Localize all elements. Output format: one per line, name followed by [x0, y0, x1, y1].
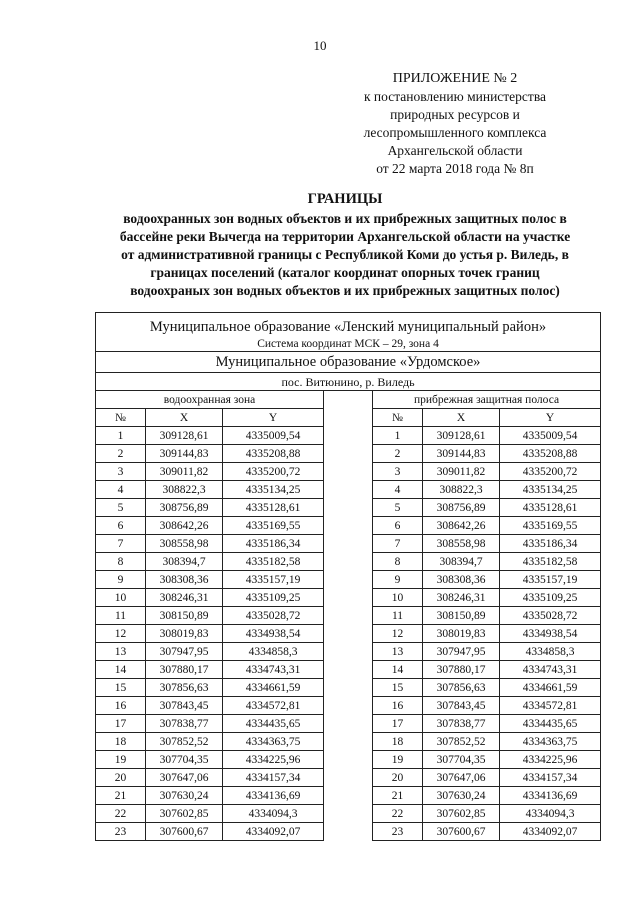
x-coordinate-cell: 307852,52: [423, 733, 500, 751]
point-number-cell: 5: [373, 499, 423, 517]
x-coordinate-cell: 308642,26: [423, 517, 500, 535]
point-number-cell: 15: [373, 679, 423, 697]
column-gap: [324, 607, 373, 625]
y-coordinate-cell: 4335169,55: [223, 517, 324, 535]
x-coordinate-cell: 307647,06: [423, 769, 500, 787]
col-y-header: Y: [223, 409, 324, 427]
column-gap: [324, 823, 373, 841]
column-gap: [324, 409, 373, 427]
column-gap: [324, 715, 373, 733]
column-gap: [324, 625, 373, 643]
y-coordinate-cell: 4334094,3: [500, 805, 601, 823]
point-number-cell: 22: [373, 805, 423, 823]
y-coordinate-cell: 4335109,25: [500, 589, 601, 607]
y-coordinate-cell: 4334225,96: [500, 751, 601, 769]
page-number: 10: [313, 38, 327, 53]
table-row: [96, 805, 601, 823]
y-coordinate-cell: 4335134,25: [223, 481, 324, 499]
y-coordinate-cell: 4335200,72: [223, 463, 324, 481]
y-coordinate-cell: 4334157,34: [223, 769, 324, 787]
point-number-cell: 18: [96, 733, 146, 751]
heading-line: бассейне реки Вычегда на территории Архангельской области на участке: [119, 229, 571, 244]
x-coordinate-cell: 308150,89: [146, 607, 223, 625]
y-coordinate-cell: 4334435,65: [223, 715, 324, 733]
point-number-cell: 21: [96, 787, 146, 805]
x-coordinate-cell: 307856,63: [423, 679, 500, 697]
table-row: [96, 589, 601, 607]
y-coordinate-cell: 4334858,3: [223, 643, 324, 661]
y-coordinate-cell: 4335182,58: [500, 553, 601, 571]
y-coordinate-cell: 4334858,3: [500, 643, 601, 661]
coordinates-table-wrapper: [95, 312, 600, 841]
y-coordinate-cell: 4334572,81: [500, 697, 601, 715]
y-coordinate-cell: 4335186,34: [500, 535, 601, 553]
col-no-header: №: [373, 409, 423, 427]
point-number-cell: 20: [373, 769, 423, 787]
appendix-title: ПРИЛОЖЕНИЕ № 2: [392, 71, 518, 86]
point-number-cell: 5: [96, 499, 146, 517]
x-coordinate-cell: 308558,98: [146, 535, 223, 553]
column-gap: [324, 463, 373, 481]
x-coordinate-cell: 309144,83: [423, 445, 500, 463]
x-coordinate-cell: 308642,26: [146, 517, 223, 535]
point-number-cell: 3: [96, 463, 146, 481]
column-gap: [324, 787, 373, 805]
table-row: [96, 787, 601, 805]
x-coordinate-cell: 308308,36: [146, 571, 223, 589]
x-coordinate-cell: 307852,52: [146, 733, 223, 751]
table-row: [96, 463, 601, 481]
point-number-cell: 22: [96, 805, 146, 823]
point-number-cell: 4: [373, 481, 423, 499]
point-number-cell: 18: [373, 733, 423, 751]
column-gap: [324, 643, 373, 661]
point-number-cell: 17: [373, 715, 423, 733]
y-coordinate-cell: 4335128,61: [500, 499, 601, 517]
x-coordinate-cell: 308019,83: [146, 625, 223, 643]
point-number-cell: 9: [373, 571, 423, 589]
appendix-line: к постановлению министерства: [363, 89, 547, 104]
y-coordinate-cell: 4335200,72: [500, 463, 601, 481]
column-gap: [324, 427, 373, 445]
table-row: [96, 517, 601, 535]
appendix-line: Архангельской области: [387, 143, 523, 158]
point-number-cell: 14: [96, 661, 146, 679]
table-row: [96, 679, 601, 697]
x-coordinate-cell: 307600,67: [423, 823, 500, 841]
x-coordinate-cell: 307838,77: [146, 715, 223, 733]
x-coordinate-cell: 307838,77: [423, 715, 500, 733]
y-coordinate-cell: 4334225,96: [223, 751, 324, 769]
point-number-cell: 15: [96, 679, 146, 697]
column-gap: [324, 733, 373, 751]
y-coordinate-cell: 4335157,19: [500, 571, 601, 589]
column-gap: [324, 589, 373, 607]
x-coordinate-cell: 308756,89: [423, 499, 500, 517]
appendix-block: [330, 70, 580, 178]
point-number-cell: 19: [373, 751, 423, 769]
point-number-cell: 23: [96, 823, 146, 841]
y-coordinate-cell: 4334743,31: [500, 661, 601, 679]
point-number-cell: 10: [96, 589, 146, 607]
point-number-cell: 16: [96, 697, 146, 715]
point-number-cell: 20: [96, 769, 146, 787]
column-gap: [324, 679, 373, 697]
x-coordinate-cell: 309128,61: [423, 427, 500, 445]
y-coordinate-cell: 4334136,69: [223, 787, 324, 805]
x-coordinate-cell: 307880,17: [146, 661, 223, 679]
table-row: [96, 499, 601, 517]
y-coordinate-cell: 4334938,54: [500, 625, 601, 643]
x-coordinate-cell: 308394,7: [423, 553, 500, 571]
point-number-cell: 7: [373, 535, 423, 553]
x-coordinate-cell: 307647,06: [146, 769, 223, 787]
column-gap: [324, 553, 373, 571]
x-coordinate-cell: 307843,45: [423, 697, 500, 715]
point-number-cell: 6: [96, 517, 146, 535]
x-coordinate-cell: 308308,36: [423, 571, 500, 589]
table-row: [96, 571, 601, 589]
column-gap: [324, 571, 373, 589]
municipality-cell: Муниципальное образование «Ленский муниципальный район»: [96, 313, 601, 338]
y-coordinate-cell: 4334661,59: [223, 679, 324, 697]
table-row: [96, 427, 601, 445]
x-coordinate-cell: 309128,61: [146, 427, 223, 445]
x-coordinate-cell: 308246,31: [146, 589, 223, 607]
point-number-cell: 2: [373, 445, 423, 463]
appendix-line: природных ресурсов и: [390, 107, 520, 122]
heading-line: водоохранных зон водных объектов и их прибрежных защитных полос в: [123, 211, 567, 226]
y-coordinate-cell: 4335182,58: [223, 553, 324, 571]
y-coordinate-cell: 4334743,31: [223, 661, 324, 679]
y-coordinate-cell: 4334092,07: [223, 823, 324, 841]
y-coordinate-cell: 4334136,69: [500, 787, 601, 805]
point-number-cell: 2: [96, 445, 146, 463]
y-coordinate-cell: 4335134,25: [500, 481, 601, 499]
column-gap: [324, 499, 373, 517]
x-coordinate-cell: 308246,31: [423, 589, 500, 607]
y-coordinate-cell: 4335157,19: [223, 571, 324, 589]
col-x-header: X: [146, 409, 223, 427]
table-row: [96, 643, 601, 661]
document-heading: [90, 190, 600, 300]
x-coordinate-cell: 307602,85: [146, 805, 223, 823]
table-row: [96, 751, 601, 769]
table-row: [96, 607, 601, 625]
x-coordinate-cell: 307843,45: [146, 697, 223, 715]
y-coordinate-cell: 4334092,07: [500, 823, 601, 841]
heading-line: водоохраных зон водных объектов и их прибрежных защитных полос): [130, 283, 560, 298]
y-coordinate-cell: 4335028,72: [223, 607, 324, 625]
x-coordinate-cell: 308558,98: [423, 535, 500, 553]
heading-main: ГРАНИЦЫ: [307, 191, 383, 207]
point-number-cell: 4: [96, 481, 146, 499]
column-gap: [324, 751, 373, 769]
point-number-cell: 13: [96, 643, 146, 661]
table-row: [96, 697, 601, 715]
table-row: [96, 625, 601, 643]
y-coordinate-cell: 4335128,61: [223, 499, 324, 517]
y-coordinate-cell: 4335186,34: [223, 535, 324, 553]
water-zone-header: водоохранная зона: [96, 391, 324, 409]
point-number-cell: 16: [373, 697, 423, 715]
x-coordinate-cell: 307947,95: [146, 643, 223, 661]
coastal-strip-header: прибрежная защитная полоса: [373, 391, 601, 409]
x-coordinate-cell: 307630,24: [423, 787, 500, 805]
point-number-cell: 11: [373, 607, 423, 625]
column-gap: [324, 805, 373, 823]
x-coordinate-cell: 309144,83: [146, 445, 223, 463]
column-gap: [324, 535, 373, 553]
settlement-cell: Муниципальное образование «Урдомское»: [96, 352, 601, 373]
col-no-header: №: [96, 409, 146, 427]
y-coordinate-cell: 4334572,81: [223, 697, 324, 715]
col-x-header: X: [423, 409, 500, 427]
x-coordinate-cell: 308150,89: [423, 607, 500, 625]
point-number-cell: 6: [373, 517, 423, 535]
y-coordinate-cell: 4334938,54: [223, 625, 324, 643]
point-number-cell: 12: [96, 625, 146, 643]
point-number-cell: 11: [96, 607, 146, 625]
table-row: [96, 661, 601, 679]
appendix-line: от 22 марта 2018 года № 8п: [376, 161, 534, 176]
y-coordinate-cell: 4334363,75: [223, 733, 324, 751]
x-coordinate-cell: 308822,3: [146, 481, 223, 499]
x-coordinate-cell: 308019,83: [423, 625, 500, 643]
x-coordinate-cell: 307630,24: [146, 787, 223, 805]
column-gap: [324, 517, 373, 535]
coordinates-table: [95, 312, 601, 841]
heading-line: от административной границы с Республикой Коми до устья р. Виледь, в: [121, 247, 569, 262]
point-number-cell: 23: [373, 823, 423, 841]
column-gap: [324, 391, 373, 409]
point-number-cell: 1: [96, 427, 146, 445]
column-gap: [324, 769, 373, 787]
table-row: [96, 823, 601, 841]
column-gap: [324, 481, 373, 499]
table-row: [96, 445, 601, 463]
x-coordinate-cell: 309011,82: [146, 463, 223, 481]
y-coordinate-cell: 4335169,55: [500, 517, 601, 535]
table-row: [96, 769, 601, 787]
heading-line: границах поселений (каталог координат опорных точек границ: [150, 265, 540, 280]
table-row: [96, 535, 601, 553]
y-coordinate-cell: 4334094,3: [223, 805, 324, 823]
y-coordinate-cell: 4334435,65: [500, 715, 601, 733]
column-gap: [324, 661, 373, 679]
y-coordinate-cell: 4335009,54: [500, 427, 601, 445]
column-gap: [324, 697, 373, 715]
y-coordinate-cell: 4335028,72: [500, 607, 601, 625]
y-coordinate-cell: 4335208,88: [500, 445, 601, 463]
table-row: [96, 553, 601, 571]
x-coordinate-cell: 307880,17: [423, 661, 500, 679]
x-coordinate-cell: 307856,63: [146, 679, 223, 697]
point-number-cell: 7: [96, 535, 146, 553]
x-coordinate-cell: 307704,35: [146, 751, 223, 769]
column-gap: [324, 445, 373, 463]
point-number-cell: 8: [373, 553, 423, 571]
point-number-cell: 19: [96, 751, 146, 769]
point-number-cell: 1: [373, 427, 423, 445]
table-row: [96, 733, 601, 751]
coord-system-cell: Система координат МСК – 29, зона 4: [96, 337, 601, 352]
x-coordinate-cell: 308394,7: [146, 553, 223, 571]
x-coordinate-cell: 309011,82: [423, 463, 500, 481]
table-row: [96, 715, 601, 733]
point-number-cell: 12: [373, 625, 423, 643]
point-number-cell: 9: [96, 571, 146, 589]
x-coordinate-cell: 307704,35: [423, 751, 500, 769]
point-number-cell: 14: [373, 661, 423, 679]
y-coordinate-cell: 4335208,88: [223, 445, 324, 463]
point-number-cell: 21: [373, 787, 423, 805]
x-coordinate-cell: 307947,95: [423, 643, 500, 661]
y-coordinate-cell: 4335009,54: [223, 427, 324, 445]
x-coordinate-cell: 308822,3: [423, 481, 500, 499]
table-row: [96, 481, 601, 499]
point-number-cell: 8: [96, 553, 146, 571]
y-coordinate-cell: 4334661,59: [500, 679, 601, 697]
x-coordinate-cell: 307602,85: [423, 805, 500, 823]
appendix-line: лесопромышленного комплекса: [363, 125, 547, 140]
y-coordinate-cell: 4334363,75: [500, 733, 601, 751]
point-number-cell: 13: [373, 643, 423, 661]
y-coordinate-cell: 4334157,34: [500, 769, 601, 787]
point-number-cell: 17: [96, 715, 146, 733]
y-coordinate-cell: 4335109,25: [223, 589, 324, 607]
locality-cell: пос. Витюнино, р. Виледь: [96, 373, 601, 391]
x-coordinate-cell: 308756,89: [146, 499, 223, 517]
col-y-header: Y: [500, 409, 601, 427]
x-coordinate-cell: 307600,67: [146, 823, 223, 841]
point-number-cell: 10: [373, 589, 423, 607]
point-number-cell: 3: [373, 463, 423, 481]
